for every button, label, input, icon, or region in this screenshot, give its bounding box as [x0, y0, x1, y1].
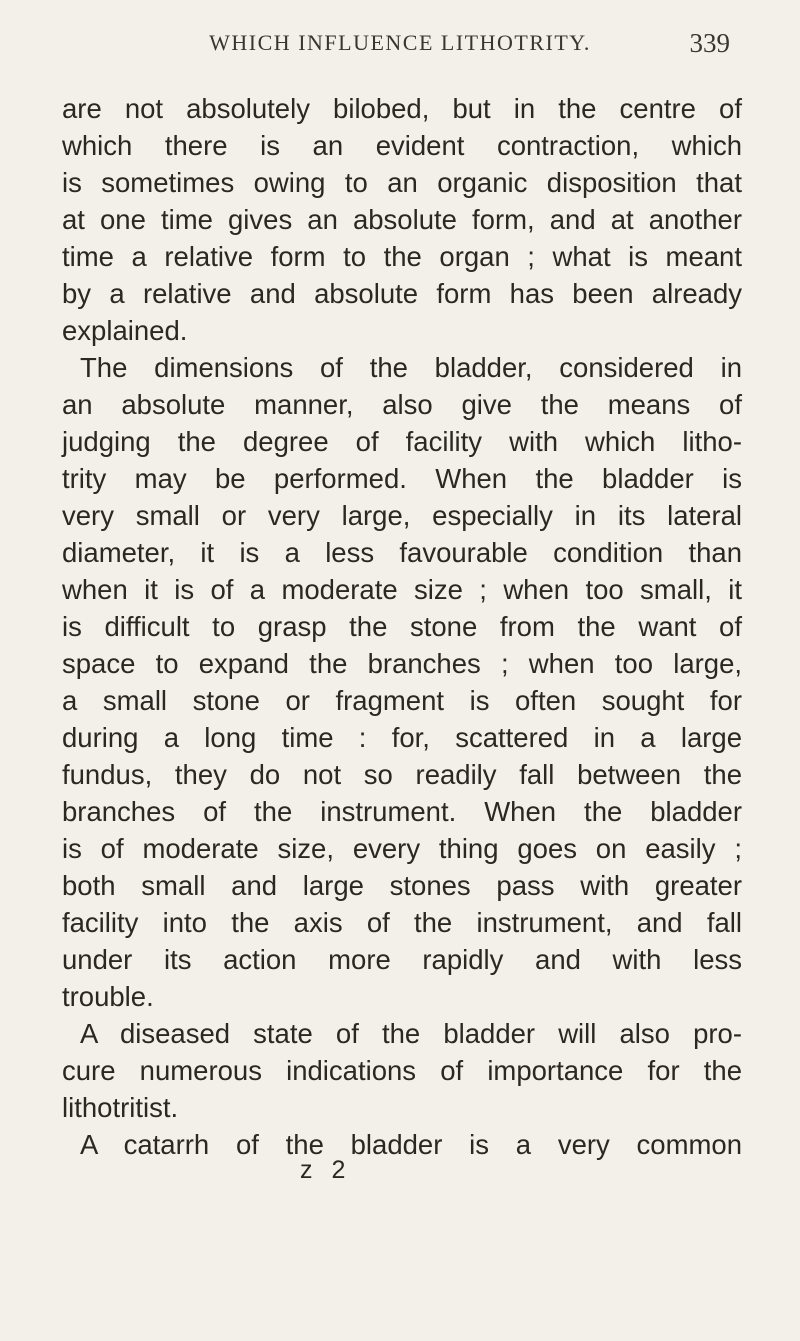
- body-text: [62, 90, 742, 1163]
- text-line: time a relative form to the organ ; what is meant: [62, 241, 742, 272]
- text-line: are not absolutely bilobed, but in the centre of: [62, 93, 742, 124]
- text-line: both small and large stones pass with greater: [62, 870, 742, 901]
- text-line: when it is of a moderate size ; when too small, it: [62, 574, 742, 605]
- text-line: facility into the axis of the instrument, and fall: [62, 907, 742, 938]
- text-line: is of moderate size, every thing goes on easily ;: [62, 833, 742, 864]
- text-line: trity may be performed. When the bladder is: [62, 463, 742, 494]
- text-line: during a long time : for, scattered in a large: [62, 722, 742, 753]
- text-line: diameter, it is a less favourable condition than: [62, 537, 742, 568]
- page-number: 339: [689, 28, 730, 58]
- text-line: trouble.: [62, 981, 154, 1012]
- text-line: The dimensions of the bladder, considered in: [80, 352, 742, 383]
- text-line: is difficult to grasp the stone from the want of: [62, 611, 742, 642]
- text-line: branches of the instrument. When the bladder: [62, 796, 742, 827]
- text-line: under its action more rapidly and with less: [62, 944, 742, 975]
- signature-mark: z 2: [300, 1156, 352, 1184]
- text-line: judging the degree of facility with which litho-: [62, 426, 742, 457]
- text-line: space to expand the branches ; when too large,: [62, 648, 742, 679]
- text-line: very small or very large, especially in its lateral: [62, 500, 742, 531]
- text-line: A diseased state of the bladder will also pro-: [80, 1018, 742, 1049]
- text-line: explained.: [62, 315, 188, 346]
- text-line: is sometimes owing to an organic disposition that: [62, 167, 742, 198]
- text-line: which there is an evident contraction, which: [62, 130, 742, 161]
- text-line: A catarrh of the bladder is a very common: [80, 1129, 742, 1160]
- running-head: [0, 30, 800, 70]
- text-line: cure numerous indications of importance for the: [62, 1055, 742, 1086]
- text-line: an absolute manner, also give the means of: [62, 389, 742, 420]
- text-line: by a relative and absolute form has been already: [62, 278, 742, 309]
- text-line: lithotritist.: [62, 1092, 179, 1123]
- text-line: at one time gives an absolute form, and at another: [62, 204, 742, 235]
- running-title: WHICH INFLUENCE LITHOTRITY.: [209, 30, 591, 55]
- text-line: a small stone or fragment is often sought for: [62, 685, 742, 716]
- text-line: fundus, they do not so readily fall between the: [62, 759, 742, 790]
